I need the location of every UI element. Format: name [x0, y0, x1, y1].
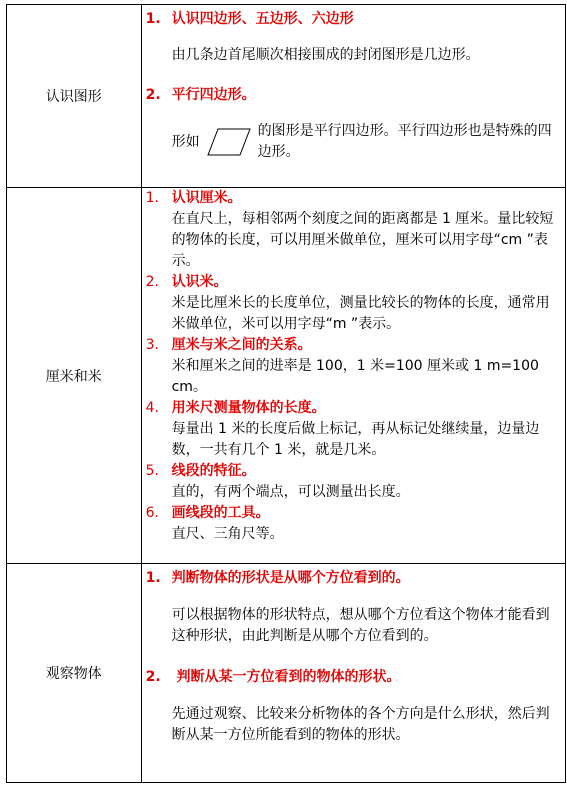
table-row	[7, 188, 566, 564]
table-row	[7, 5, 566, 188]
item-title: 2. 判断从某一方位看到的物体的形状。	[145, 669, 401, 685]
item-title: 1. 认识厘米。	[145, 190, 242, 206]
item-body: 由几条边首尾顺次相接围成的封闭图形是几边形。	[171, 47, 480, 63]
item-body: 直的，有两个端点，可以测量出长度。	[171, 484, 410, 500]
item-body: 在直尺上，每相邻两个刻度之间的距离都是 1 厘米。量比较短的物体的长度，可以用厘米做单位，厘米可以用字母“cm ”表示。	[171, 211, 554, 269]
item-body: 可以根据物体的形状特点，想从哪个方位看这个物体才能看到这种形状，由此判断是从哪个方位看到的。	[171, 607, 550, 644]
item-body: 形如 的图形是平行四边形。平行四边形也是特殊的四边形。	[171, 123, 552, 160]
item-title: 4. 用米尺测量物体的长度。	[145, 400, 326, 416]
table-row	[7, 564, 566, 783]
item-title: 6. 画线段的工具。	[145, 505, 270, 521]
item-title: 5. 线段的特征。	[145, 463, 256, 479]
content-cell	[141, 564, 565, 783]
item-title: 1. 判断物体的形状是从哪个方位看到的。	[145, 570, 410, 586]
content-cell	[141, 5, 565, 188]
item-body: 米是比厘米长的长度单位，测量比较长的物体的长度，通常用米做单位，米可以用字母“m ”表示。	[171, 295, 550, 332]
item-title: 3. 厘米与米之间的关系。	[145, 337, 312, 353]
parallelogram-icon	[206, 127, 252, 157]
item-body: 先通过观察、比较来分析物体的各个方向是什么形状，然后判断从某一方位所能看到的物体的形状。	[171, 706, 550, 743]
item-body: 每量出 1 米的长度后做上标记，再从标记处继续量，边量边数，一共有几个 1 米，就是几米。	[171, 421, 540, 458]
knowledge-table	[6, 4, 566, 783]
content-cell	[141, 188, 565, 564]
item-body: 直尺、三角尺等。	[171, 526, 284, 542]
topic-cell: 厘米和米	[7, 188, 142, 564]
item-title: 2. 认识米。	[145, 274, 228, 290]
item-title: 2. 平行四边形。	[145, 87, 256, 103]
topic-cell: 观察物体	[7, 564, 142, 783]
item-body: 米和厘米之间的进率是 100，1 米=100 厘米或 1 m=100 cm。	[171, 358, 539, 395]
item-title: 1. 认识四边形、五边形、六边形	[145, 11, 354, 27]
topic-cell: 认识图形	[7, 5, 142, 188]
